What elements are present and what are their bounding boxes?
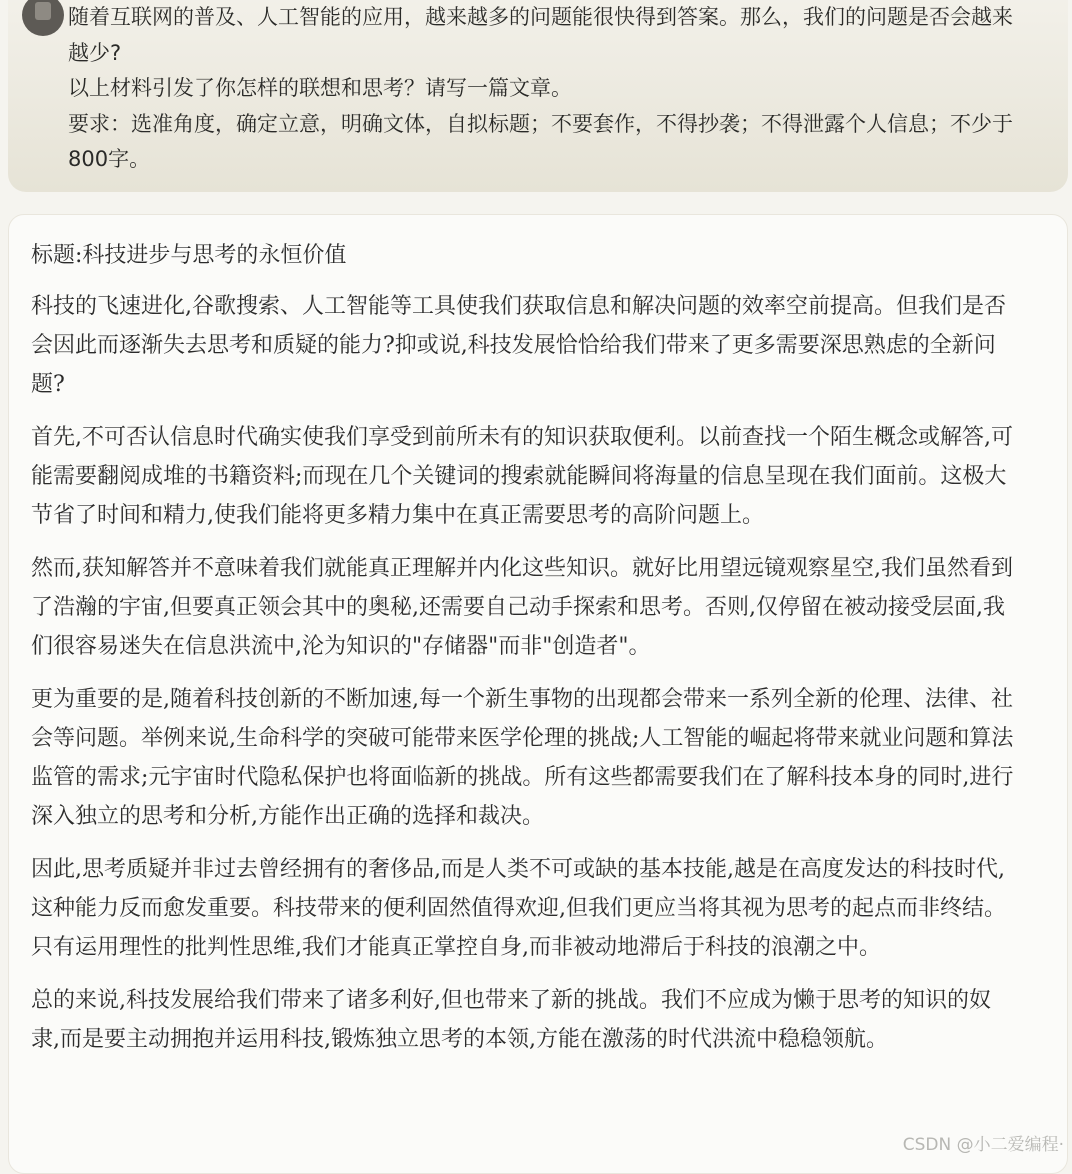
assistant-response	[31, 236, 1016, 1073]
essay-paragraph-6: 总的来说,科技发展给我们带来了诸多利好,但也带来了新的挑战。我们不应成为懒于思考的知识的奴隶,而是要主动拥抱并运用科技,锻炼独立思考的本领,方能在激荡的时代洪流中稳稳领航。	[31, 988, 991, 1052]
essay-paragraph-5: 因此,思考质疑并非过去曾经拥有的奢侈品,而是人类不可或缺的基本技能,越是在高度发达的科技时代,这种能力反而愈发重要。科技带来的便利固然值得欢迎,但我们更应当将其视为思考的起点而非终结。只有运用理性的批判性思维,我们才能真正掌控自身,而非被动地滞后于科技的浪潮之中。	[31, 857, 1006, 960]
essay-title: 标题:科技进步与思考的永恒价值	[31, 243, 347, 268]
essay-paragraph-2: 首先,不可否认信息时代确实使我们享受到前所未有的知识获取便利。以前查找一个陌生概念或解答,可能需要翻阅成堆的书籍资料;而现在几个关键词的搜索就能瞬间将海量的信息呈现在我们面前。这极大节省了时间和精力,使我们能将更多精力集中在真正需要思考的高阶问题上。	[31, 425, 1013, 528]
prompt-line-1: 随着互联网的普及、人工智能的应用，越来越多的问题能很快得到答案。那么，我们的问题是否会越来越少?	[68, 5, 1013, 65]
prompt-line-3: 要求：选准角度，确定立意，明确文体，自拟标题；不要套作，不得抄袭；不得泄露个人信息；不少于800字。	[68, 111, 1013, 171]
essay-paragraph-4: 更为重要的是,随着科技创新的不断加速,每一个新生事物的出现都会带来一系列全新的伦理、法律、社会等问题。举例来说,生命科学的突破可能带来医学伦理的挑战;人工智能的崛起将带来就业问题和算法监管的需求;元宇宙时代隐私保护也将面临新的挑战。所有这些都需要我们在了解科技本身的同时,进行深入独立的思考和分析,方能作出正确的选择和裁决。	[31, 687, 1014, 829]
prompt-line-2: 以上材料引发了你怎样的联想和思考？请写一篇文章。	[68, 76, 572, 100]
user-prompt	[68, 0, 1028, 178]
csdn-watermark: CSDN @小二爱编程·	[902, 1135, 1064, 1155]
essay-paragraph-3: 然而,获知解答并不意味着我们就能真正理解并内化这些知识。就好比用望远镜观察星空,我们虽然看到了浩瀚的宇宙,但要真正领会其中的奥秘,还需要自己动手探索和思考。否则,仅停留在被动接受层面,我们很容易迷失在信息洪流中,沦为知识的"存储器"而非"创造者"。	[31, 556, 1013, 659]
essay-paragraph-1: 科技的飞速进化,谷歌搜索、人工智能等工具使我们获取信息和解决问题的效率空前提高。但我们是否会因此而逐渐失去思考和质疑的能力?抑或说,科技发展恰恰给我们带来了更多需要深思熟虑的全新问题?	[31, 294, 1006, 397]
